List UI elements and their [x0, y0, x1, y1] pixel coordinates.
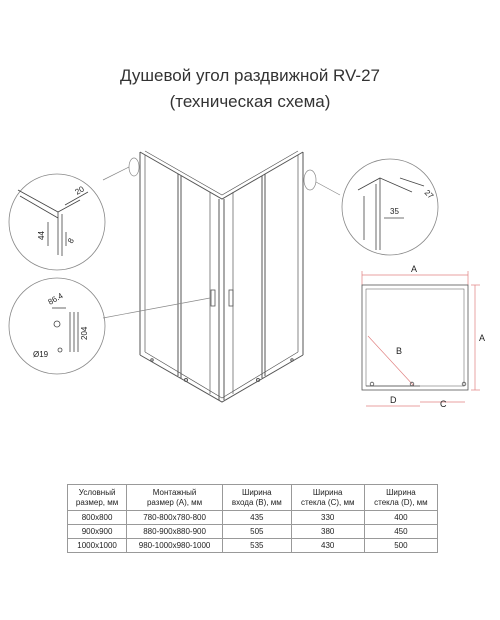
table-cell: 800x800 [68, 511, 127, 525]
detail-top-left [9, 174, 105, 270]
plan-label-c: C [440, 399, 447, 409]
table-cell: 330 [291, 511, 364, 525]
table-cell: 1000x1000 [68, 539, 127, 553]
dim-top-left-20: 20 [73, 184, 86, 197]
table-cell: 980-1000x980-1000 [127, 539, 223, 553]
diagram-subtitle: (техническая схема) [169, 92, 331, 111]
callout-lines [103, 158, 340, 318]
header-glass-c-width: Ширина стекла (C), мм [291, 485, 364, 511]
table-cell: 380 [291, 525, 364, 539]
dim-handle-diameter: Ø19 [33, 350, 49, 359]
dimensions-table [67, 484, 438, 553]
header-glass-d-width: Ширина стекла (D), мм [364, 485, 437, 511]
dim-top-left-8: 8 [65, 236, 76, 245]
shower-enclosure [140, 151, 303, 402]
detail-handle [9, 278, 105, 374]
dim-top-right-27: 27 [422, 188, 436, 201]
table-cell: 500 [364, 539, 437, 553]
table-row [68, 525, 438, 539]
dim-handle-204: 204 [80, 326, 89, 340]
detail-top-right [342, 159, 438, 255]
table-cell: 430 [291, 539, 364, 553]
dim-top-right-35: 35 [390, 207, 399, 216]
plan-label-b: B [396, 346, 403, 356]
dim-top-left-44: 44 [37, 231, 46, 240]
table-header-row [68, 485, 438, 511]
diagram-title: Душевой угол раздвижной RV-27 [119, 66, 380, 85]
header-entry-width: Ширина входа (B), мм [222, 485, 291, 511]
plan-label-a-right: A [479, 333, 486, 343]
plan-label-d: D [390, 395, 397, 405]
table-row [68, 511, 438, 525]
table-cell: 880-900x880-900 [127, 525, 223, 539]
header-mounting-size: Монтажный размер (А), мм [127, 485, 223, 511]
table-row [68, 539, 438, 553]
plan-label-a-top: A [411, 264, 418, 274]
plan-view [362, 264, 485, 409]
table-cell: 450 [364, 525, 437, 539]
dim-handle-86-4: 86.4 [46, 291, 65, 307]
table-cell: 780-800x780-800 [127, 511, 223, 525]
table-cell: 505 [222, 525, 291, 539]
table-cell: 400 [364, 511, 437, 525]
header-nominal-size: Условный размер, мм [68, 485, 127, 511]
table-cell: 900x900 [68, 525, 127, 539]
table-cell: 535 [222, 539, 291, 553]
table-cell: 435 [222, 511, 291, 525]
